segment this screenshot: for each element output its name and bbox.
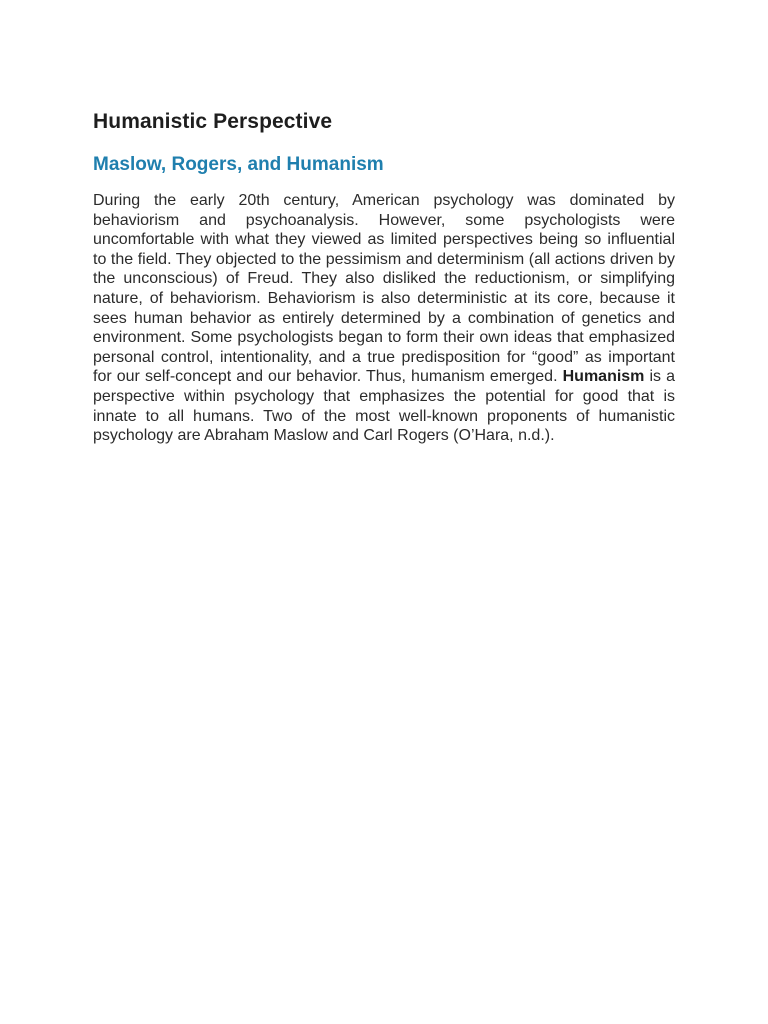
paragraph-text-end: is a perspective within psychology that emphasizes the potential for good that is innate to all humans. Two of the most well-known proponents of humanistic psychology are Abraham Maslow and Carl Rogers (O’Hara, n.d.). xyxy=(93,368,676,445)
bold-term-humanism: Humanism xyxy=(562,368,645,386)
paragraph-text-start: During the early 20th century, American psychology was dominated by behaviorism and psychoanalysis. However, some psychologists were uncomfortable with what they viewed as limited perspectives being so influential to the field. They objected to the pessimism and determinism (all actions driven by the unconscious) of Freud. They also disliked the reductionism, or simplifying nature, of behaviorism. Behaviorism is also deterministic at its core, because it sees human behavior as entirely determined by a combination of genetics and environment. Some psychologists began to form their own ideas that emphasized personal control, intentionality, and a true predisposition for “good” as important for our self-concept and our behavior. Thus, humanism emerged. xyxy=(93,192,675,386)
document-page xyxy=(93,106,675,446)
body-paragraph xyxy=(93,191,675,446)
page-title: Humanistic Perspective xyxy=(93,110,333,133)
section-heading: Maslow, Rogers, and Humanism xyxy=(93,154,384,175)
